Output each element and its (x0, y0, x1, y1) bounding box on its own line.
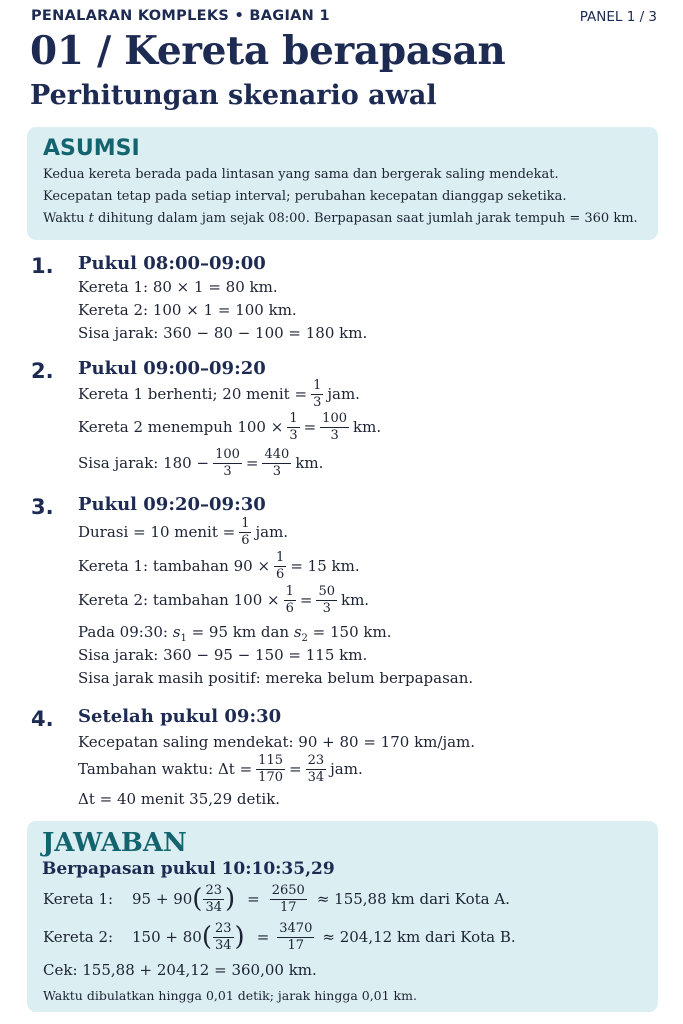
step-line: Pada 09:30: $s_1 = 95$ km dan $s_2 = 150$ km. (78, 623, 392, 644)
assumption-line-1: Kedua kereta berada pada lintasan yang sama dan bergerak saling mendekat. (43, 167, 559, 182)
assumptions-heading: ASUMSI (43, 136, 140, 161)
fraction: $\frac{1}{3}$ (289, 411, 298, 443)
step-line: Δt = 40 menit 35,29 detik. (78, 790, 281, 808)
fraction: $\frac{23}{34}$ (214, 921, 232, 953)
fraction: $\frac{440}{3}$ (264, 447, 290, 479)
fraction: $\frac{100}{3}$ (322, 411, 347, 443)
answer-row-2: Kereta 2: 150 + 80 ( $\frac{23}{34}$ ) = $\frac{3470}{17}$ ≈ 204,12 km dari Kota B. (43, 921, 516, 953)
section-label: PENALARAN KOMPLEKS • BAGIAN 1 (31, 8, 330, 24)
page-subtitle: Perhitungan skenario awal (30, 80, 437, 111)
fraction: $\frac{2650}{17}$ (271, 883, 305, 915)
fraction: $\frac{1}{3}$ (313, 378, 322, 410)
step-line: Kereta 2: 100 × 1 = 100 km. (78, 301, 297, 319)
fraction: $\frac{23}{34}$ (205, 883, 222, 915)
step-number: 1. (31, 254, 54, 278)
step-line: Kereta 1: 80 × 1 = 80 km. (78, 278, 278, 296)
step-line: Sisa jarak: 360 − 80 − 100 = 180 km. (78, 324, 368, 342)
step-line: Kereta 1: tambahan 90 × $\frac{1}{6}$ = 15 km. (78, 550, 360, 582)
answer-subheading: Berpapasan pukul 10:10:35,29 (42, 859, 335, 879)
page-title: 01 / Kereta berapasan (30, 28, 506, 74)
assumption-line-2: Kecepatan tetap pada setiap interval; perubahan kecepatan dianggap seketika. (43, 189, 567, 204)
fraction: $\frac{1}{6}$ (241, 516, 250, 548)
step-number: 3. (31, 495, 54, 519)
step-line: Sisa jarak: 360 − 95 − 150 = 115 km. (78, 646, 368, 664)
step-line: Kecepatan saling mendekat: 90 + 80 = 170 km/jam. (78, 733, 476, 751)
step-line: Kereta 2: tambahan 100 × $\frac{1}{6}$ = $\frac{50}{3}$ km. (78, 584, 370, 616)
assumption-line-3: Waktu t dihitung dalam jam sejak 08:00. Berpapasan saat jumlah jarak tempuh = 360 km. (43, 211, 638, 226)
answer-row-1: Kereta 1: 95 + 90 ( $\frac{23}{34}$ ) = $\frac{2650}{17}$ ≈ 155,88 km dari Kota A. (43, 883, 510, 915)
step-heading: Pukul 09:00–09:20 (78, 358, 266, 379)
step-number: 4. (31, 707, 54, 731)
step-number: 2. (31, 359, 54, 383)
step-line: Sisa jarak: 180 − $\frac{100}{3}$ = $\frac{440}{3}$ km. (78, 447, 324, 479)
step-line: Tambahan waktu: Δt = $\frac{115}{170}$ = $\frac{23}{34}$ jam. (78, 753, 363, 785)
panel-indicator: PANEL 1 / 3 (579, 9, 657, 25)
step-line: Durasi = 10 menit = $\frac{1}{6}$ jam. (78, 516, 289, 548)
step-line: Kereta 2 menempuh 100 × $\frac{1}{3}$ = $\frac{100}{3}$ km. (78, 411, 382, 443)
step-line: Sisa jarak masih positif: mereka belum berpapasan. (78, 669, 474, 687)
fraction: $\frac{23}{34}$ (307, 753, 325, 785)
step-heading: Setelah pukul 09:30 (78, 706, 282, 727)
fraction: $\frac{3470}{17}$ (279, 921, 313, 953)
step-heading: Pukul 08:00–09:00 (78, 253, 266, 274)
answer-check: Cek: 155,88 + 204,12 = 360,00 km. (43, 961, 317, 979)
fraction: $\frac{1}{6}$ (285, 584, 294, 616)
fraction: $\frac{50}{3}$ (318, 584, 335, 616)
fraction: $\frac{1}{6}$ (276, 550, 285, 582)
fraction: $\frac{100}{3}$ (215, 447, 240, 479)
fraction: $\frac{115}{170}$ (258, 753, 283, 785)
step-heading: Pukul 09:20–09:30 (78, 494, 266, 515)
step-line: Kereta 1 berhenti; 20 menit = $\frac{1}{3}$ jam. (78, 378, 360, 410)
answer-heading: JAWABAN (42, 828, 187, 858)
rounding-note: Waktu dibulatkan hingga 0,01 detik; jarak hingga 0,01 km. (43, 988, 417, 1003)
